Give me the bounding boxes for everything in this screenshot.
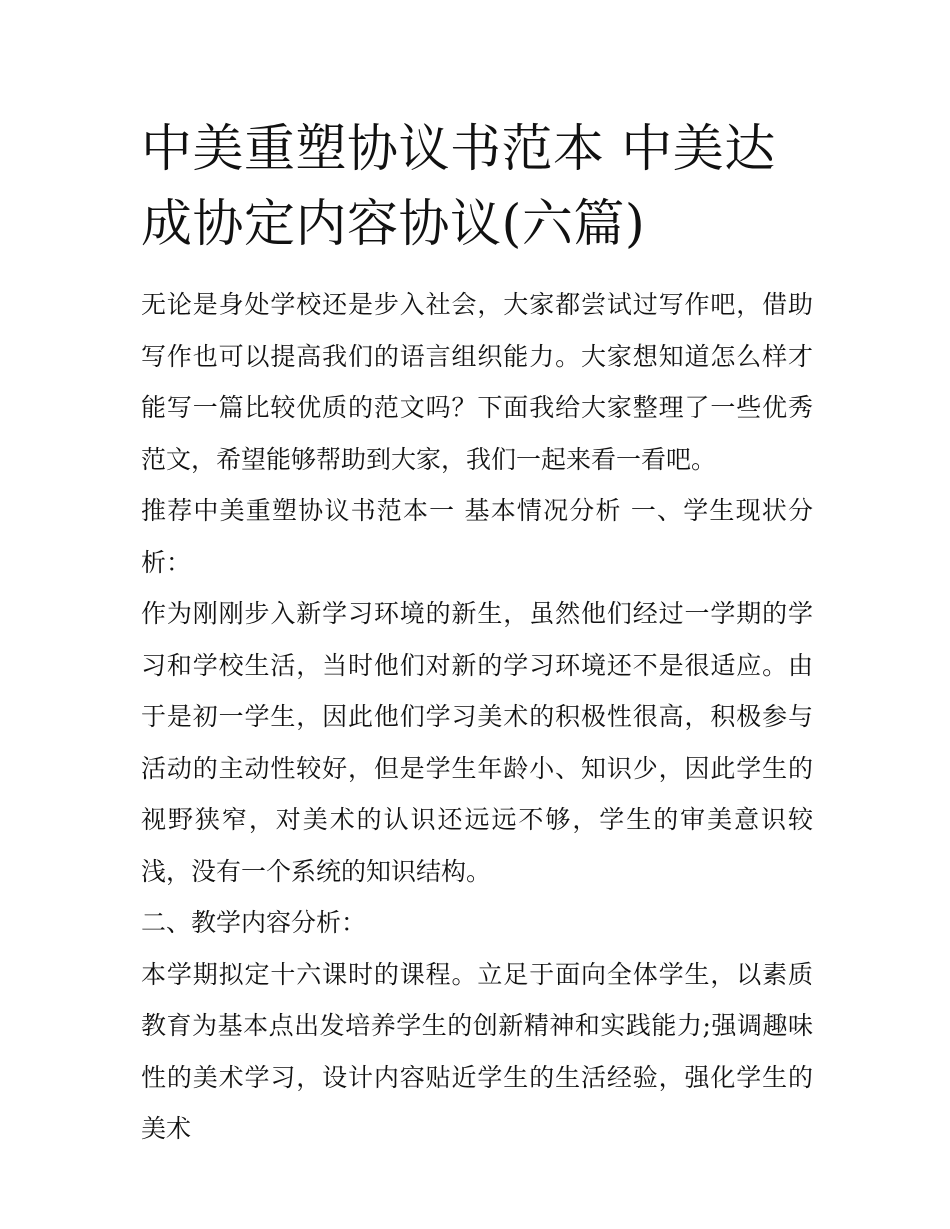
document-page (141, 112, 813, 1155)
student-analysis-paragraph: 作为刚刚步入新学习环境的新生，虽然他们经过一学期的学习和学校生活，当时他们对新的学习环境还不是很适应。由于是初一学生，因此他们学习美术的积极性很高，积极参与活动的主动性较好，但是学生年龄小、知识少，因此学生的视野狭窄，对美术的认识还远远不够，学生的审美意识较浅，没有一个系统的知识结构。 (141, 599, 813, 886)
content-analysis-paragraph: 本学期拟定十六课时的课程。立足于面向全体学生，以素质教育为基本点出发培养学生的创新精神和实践能力;强调趣味性的美术学习，设计内容贴近学生的生活经验，强化学生的美术 (141, 959, 813, 1143)
document-title: 中美重塑协议书范本 中美达成协定内容协议(六篇) (141, 120, 776, 254)
section-heading-student-analysis: 推荐中美重塑协议书范本一 基本情况分析 一、学生现状分析： (141, 496, 813, 577)
intro-paragraph: 无论是身处学校还是步入社会，大家都尝试过写作吧，借助写作也可以提高我们的语言组织能力。大家想知道怎么样才能写一篇比较优质的范文吗？下面我给大家整理了一些优秀范文，希望能够帮助到大家，我们一起来看一看吧。 (141, 290, 813, 474)
section-heading-content-analysis: 二、教学内容分析： (141, 908, 367, 937)
